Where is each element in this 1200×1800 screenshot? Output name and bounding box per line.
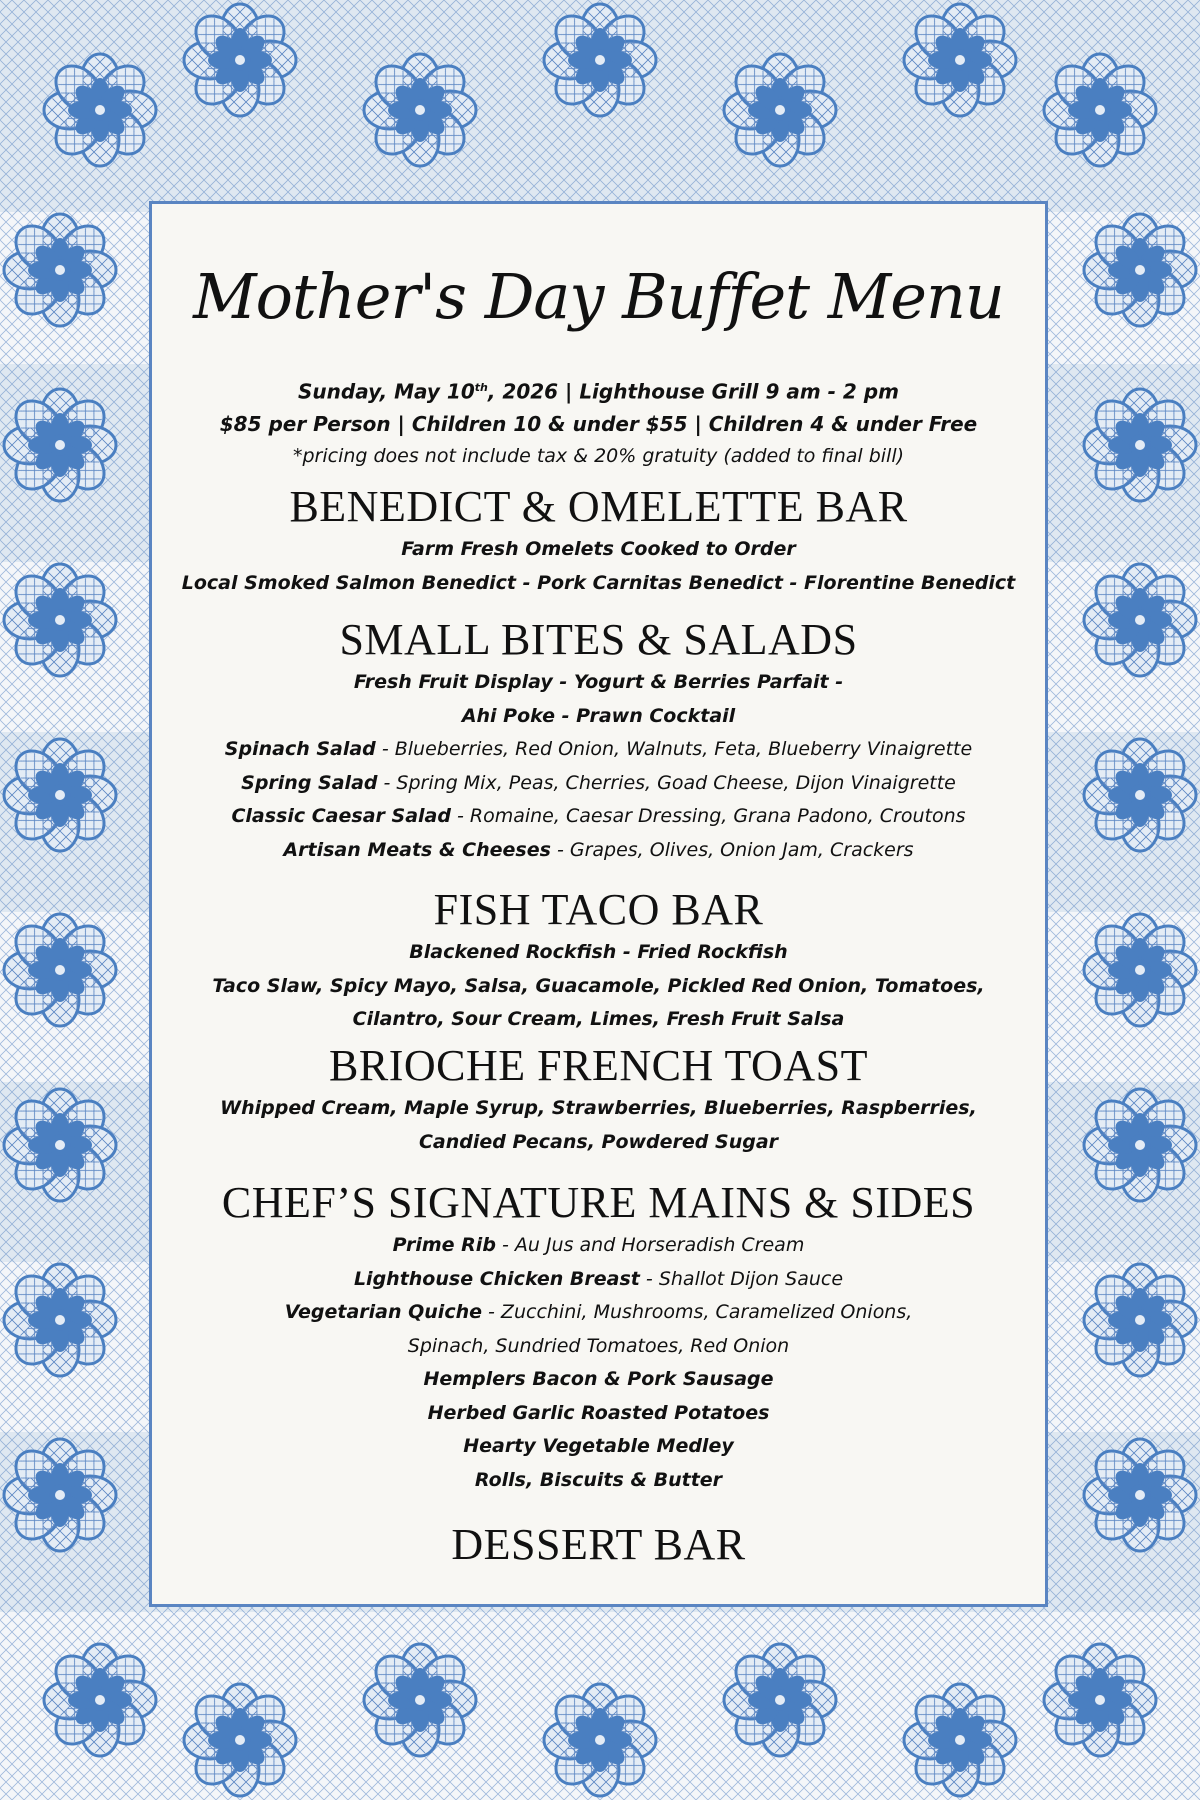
menu-line: Cilantro, Sour Cream, Limes, Fresh Fruit Salsa <box>352 1008 845 1030</box>
section-heading: FISH TACO BAR <box>433 885 764 934</box>
section-heading: DESSERT BAR <box>451 1520 746 1569</box>
item-name: Artisan Meats & Cheeses <box>283 838 551 861</box>
item-name: Spinach Salad <box>224 738 376 760</box>
section-heading: BENEDICT & OMELETTE BAR <box>289 482 908 531</box>
item-name: Lighthouse Chicken Breast <box>353 1267 640 1290</box>
item-name: Vegetarian Quiche <box>284 1301 482 1323</box>
menu-line: Rolls, Biscuits & Butter <box>474 1468 723 1491</box>
menu-line: Spinach, Sundried Tomatoes, Red Onion <box>407 1334 790 1357</box>
section-heading: BRIOCHE FRENCH TOAST <box>329 1041 868 1090</box>
item-description: - Spring Mix, Peas, Cherries, Goad Cheese, Dijon Vinaigrette <box>377 771 956 794</box>
item-description: - Grapes, Olives, Onion Jam, Crackers <box>550 838 914 861</box>
menu-line: Taco Slaw, Spicy Mayo, Salsa, Guacamole, Pickled Red Onion, Tomatoes, <box>212 974 985 997</box>
menu-item <box>152 733 1045 767</box>
item-description: - Romaine, Caesar Dressing, Grana Padono, Croutons <box>450 805 966 827</box>
menu-line: Whipped Cream, Maple Syrup, Strawberries, Blueberries, Raspberries, <box>220 1097 977 1119</box>
menu-line: Hemplers Bacon & Pork Sausage <box>423 1368 774 1390</box>
item-name: Classic Caesar Salad <box>231 805 451 827</box>
menu-item <box>152 834 1045 868</box>
pricing-note: *pricing does not include tax & 20% gratuity (added to final bill) <box>292 444 905 467</box>
event-info <box>152 372 1045 472</box>
event-date-suffix: th <box>474 381 488 394</box>
item-name: Spring Salad <box>241 771 378 794</box>
item-description: - Blueberries, Red Onion, Walnuts, Feta, Blueberry Vinaigrette <box>375 738 973 760</box>
section-heading: SMALL BITES & SALADS <box>339 615 858 664</box>
event-pricing: $85 per Person | Children 10 & under $55 | Children 4 & under Free <box>219 411 978 436</box>
menu-line: Candied Pecans, Powdered Sugar <box>418 1130 779 1153</box>
section-fish-taco <box>152 884 1045 1037</box>
menu-line: Farm Fresh Omelets Cooked to Order <box>401 538 796 560</box>
event-date-line <box>152 372 1045 408</box>
menu-line: Fresh Fruit Display - Yogurt & Berries Parfait - <box>353 671 844 693</box>
item-description: - Shallot Dijon Sauce <box>639 1267 844 1290</box>
menu-item <box>152 1229 1045 1263</box>
section-heading: CHEF’S SIGNATURE MAINS & SIDES <box>221 1178 976 1227</box>
menu-line: Herbed Garlic Roasted Potatoes <box>427 1401 770 1424</box>
section-benedict <box>152 481 1045 600</box>
item-description: - Au Jus and Horseradish Cream <box>495 1234 805 1256</box>
menu-item <box>152 800 1045 834</box>
item-description: - Zucchini, Mushrooms, Caramelized Onions, <box>482 1301 913 1323</box>
menu-item <box>152 767 1045 801</box>
event-date-rest: , 2026 | Lighthouse Grill 9 am - 2 pm <box>487 379 899 404</box>
section-mains <box>152 1177 1045 1497</box>
menu-item <box>152 1263 1045 1297</box>
menu-line: Local Smoked Salmon Benedict - Pork Carnitas Benedict - Florentine Benedict <box>181 571 1016 594</box>
menu-item <box>152 1296 1045 1330</box>
section-small-bites <box>152 614 1045 867</box>
menu-panel <box>149 201 1048 1607</box>
menu-line: Blackened Rockfish - Fried Rockfish <box>409 941 788 963</box>
event-date-prefix: Sunday, May 10 <box>298 379 475 404</box>
menu-line: Hearty Vegetable Medley <box>463 1435 734 1457</box>
section-french-toast <box>152 1040 1045 1159</box>
menu-line: Ahi Poke - Prawn Cocktail <box>461 704 736 727</box>
section-dessert <box>152 1519 1045 1571</box>
menu-title: Mother's Day Buffet Menu <box>193 260 1004 333</box>
item-name: Prime Rib <box>392 1234 496 1256</box>
